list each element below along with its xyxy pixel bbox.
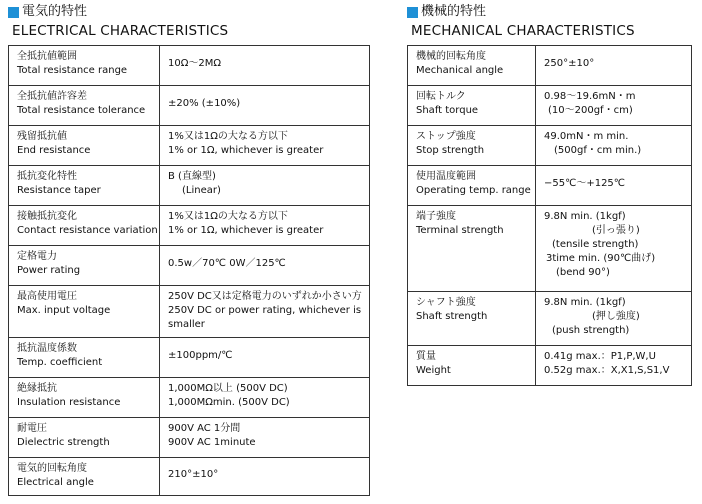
value-cell bbox=[160, 246, 370, 286]
table-row bbox=[9, 458, 370, 496]
label-en: Operating temp. range bbox=[416, 185, 531, 196]
value-line: 1% or 1Ω, whichever is greater bbox=[168, 225, 324, 236]
value-line: 250°±10° bbox=[544, 58, 595, 69]
value-line: B (直線型) bbox=[168, 171, 216, 182]
label-en: Total resistance range bbox=[17, 65, 128, 76]
label-cell bbox=[9, 378, 160, 418]
value-line: (引っ張り) bbox=[592, 225, 640, 236]
blue-square-icon bbox=[8, 7, 19, 18]
value-line: 250V DC or power rating, whichever is smaller bbox=[168, 305, 362, 330]
value-line: 49.0mN・m min. bbox=[544, 131, 629, 142]
label-jp: 絶縁抵抗 bbox=[17, 383, 57, 394]
value-cell bbox=[536, 166, 692, 206]
label-cell bbox=[9, 126, 160, 166]
label-jp: 機械的回転角度 bbox=[416, 51, 486, 62]
label-en: Max. input voltage bbox=[17, 305, 111, 316]
value-line: 1% or 1Ω, whichever is greater bbox=[168, 145, 324, 156]
label-jp: 抵抗温度係数 bbox=[17, 343, 77, 354]
value-cell bbox=[536, 346, 692, 386]
label-jp: 全抵抗値範囲 bbox=[17, 51, 77, 62]
value-line: 0.5w／70℃ 0W／125℃ bbox=[168, 258, 286, 269]
value-cell bbox=[536, 86, 692, 126]
value-line: −55℃～+125℃ bbox=[544, 178, 626, 189]
mechanical-title-jp: 機械的特性 bbox=[407, 4, 692, 20]
value-line: 1,000MΩmin. (500V DC) bbox=[168, 397, 290, 408]
table-row bbox=[9, 86, 370, 126]
value-cell bbox=[160, 418, 370, 458]
label-jp: 使用温度範囲 bbox=[416, 171, 476, 182]
label-en: Contact resistance variation bbox=[17, 225, 158, 236]
mechanical-title-en: MECHANICAL CHARACTERISTICS bbox=[411, 23, 635, 39]
value-cell bbox=[536, 46, 692, 86]
value-line: 10Ω～2MΩ bbox=[168, 58, 221, 69]
table-row bbox=[408, 292, 692, 346]
label-jp: 耐電圧 bbox=[17, 423, 47, 434]
value-line: (bend 90°) bbox=[556, 267, 610, 278]
table-row bbox=[9, 46, 370, 86]
value-cell bbox=[160, 286, 370, 338]
label-cell bbox=[408, 86, 536, 126]
label-jp: 端子強度 bbox=[416, 211, 456, 222]
value-line: (tensile strength) bbox=[552, 239, 639, 250]
value-cell bbox=[160, 86, 370, 126]
label-jp: 質量 bbox=[416, 351, 436, 362]
label-en: Resistance taper bbox=[17, 185, 101, 196]
value-cell bbox=[536, 206, 692, 292]
value-line: 0.98～19.6mN・m bbox=[544, 91, 636, 102]
value-line: 900V AC 1minute bbox=[168, 437, 256, 448]
value-line: 3time min. (90℃曲げ) bbox=[546, 253, 656, 264]
label-en: Shaft torque bbox=[416, 105, 479, 116]
label-jp: 残留抵抗値 bbox=[17, 131, 67, 142]
label-jp: シャフト強度 bbox=[416, 297, 476, 308]
label-cell bbox=[9, 46, 160, 86]
value-cell bbox=[536, 126, 692, 166]
table-row bbox=[9, 286, 370, 338]
table-row bbox=[408, 206, 692, 292]
label-en: Total resistance tolerance bbox=[17, 105, 146, 116]
label-en: Mechanical angle bbox=[416, 65, 504, 76]
value-line: 0.52g max.：X,X1,S,S1,V bbox=[544, 365, 670, 376]
label-cell bbox=[9, 246, 160, 286]
label-cell bbox=[9, 338, 160, 378]
blue-square-icon bbox=[407, 7, 418, 18]
value-line: 1%又は1Ωの大なる方以下 bbox=[168, 211, 288, 222]
label-cell bbox=[9, 418, 160, 458]
value-line: 900V AC 1分間 bbox=[168, 423, 241, 434]
table-row bbox=[9, 206, 370, 246]
label-en: Dielectric strength bbox=[17, 437, 110, 448]
value-line: 1%又は1Ωの大なる方以下 bbox=[168, 131, 288, 142]
value-cell bbox=[536, 292, 692, 346]
electrical-table bbox=[8, 45, 370, 496]
label-cell bbox=[9, 86, 160, 126]
label-jp: 電気的回転角度 bbox=[17, 463, 87, 474]
mechanical-table bbox=[407, 45, 692, 386]
label-jp: 定格電力 bbox=[17, 251, 57, 262]
label-jp: ストップ強度 bbox=[416, 131, 476, 142]
label-jp: 抵抗変化特性 bbox=[17, 171, 77, 182]
label-jp: 回転トルク bbox=[416, 91, 466, 102]
label-en: End resistance bbox=[17, 145, 91, 156]
label-cell bbox=[408, 346, 536, 386]
label-jp: 接触抵抗変化 bbox=[17, 211, 77, 222]
label-cell bbox=[9, 286, 160, 338]
value-line: 9.8N min. (1kgf) bbox=[544, 211, 626, 222]
value-cell bbox=[160, 458, 370, 496]
label-jp: 全抵抗値許容差 bbox=[17, 91, 87, 102]
table-row bbox=[408, 86, 692, 126]
label-cell bbox=[408, 166, 536, 206]
value-line: (push strength) bbox=[552, 325, 630, 336]
table-row bbox=[9, 246, 370, 286]
table-row bbox=[408, 46, 692, 86]
label-cell bbox=[408, 46, 536, 86]
value-cell bbox=[160, 338, 370, 378]
electrical-title-jp: 電気的特性 bbox=[8, 4, 370, 20]
value-cell bbox=[160, 46, 370, 86]
label-cell bbox=[408, 126, 536, 166]
table-row bbox=[9, 166, 370, 206]
table-row bbox=[408, 346, 692, 386]
label-en: Power rating bbox=[17, 265, 81, 276]
mechanical-section bbox=[407, 4, 692, 386]
table-row bbox=[408, 166, 692, 206]
label-cell bbox=[408, 206, 536, 292]
value-line: (押し強度) bbox=[592, 311, 640, 322]
value-line: 1,000MΩ以上 (500V DC) bbox=[168, 383, 288, 394]
label-en: Terminal strength bbox=[416, 225, 504, 236]
label-cell bbox=[408, 292, 536, 346]
value-line: (Linear) bbox=[182, 185, 221, 196]
value-line: 9.8N min. (1kgf) bbox=[544, 297, 626, 308]
label-en: Electrical angle bbox=[17, 477, 94, 488]
electrical-title-en: ELECTRICAL CHARACTERISTICS bbox=[12, 23, 229, 39]
table-row bbox=[408, 126, 692, 166]
value-cell bbox=[160, 126, 370, 166]
table-row bbox=[9, 338, 370, 378]
label-jp: 最高使用電圧 bbox=[17, 291, 77, 302]
value-cell bbox=[160, 378, 370, 418]
label-cell bbox=[9, 206, 160, 246]
table-row bbox=[9, 378, 370, 418]
label-en: Shaft strength bbox=[416, 311, 488, 322]
label-en: Temp. coefficient bbox=[17, 357, 103, 368]
label-en: Insulation resistance bbox=[17, 397, 121, 408]
label-cell bbox=[9, 458, 160, 496]
label-cell bbox=[9, 166, 160, 206]
value-line: 210°±10° bbox=[168, 469, 219, 480]
electrical-section bbox=[8, 4, 370, 496]
label-en: Weight bbox=[416, 365, 451, 376]
value-cell bbox=[160, 166, 370, 206]
value-cell bbox=[160, 206, 370, 246]
table-row bbox=[9, 126, 370, 166]
value-line: ±20% (±10%) bbox=[168, 98, 241, 109]
value-line: 250V DC又は定格電力のいずれか小さい方 bbox=[168, 291, 362, 302]
table-row bbox=[9, 418, 370, 458]
value-line: ±100ppm/℃ bbox=[168, 350, 233, 361]
label-en: Stop strength bbox=[416, 145, 485, 156]
value-line: (10～200gf・cm) bbox=[548, 105, 633, 116]
value-line: (500gf・cm min.) bbox=[554, 145, 642, 156]
value-line: 0.41g max.：P1,P,W,U bbox=[544, 351, 656, 362]
